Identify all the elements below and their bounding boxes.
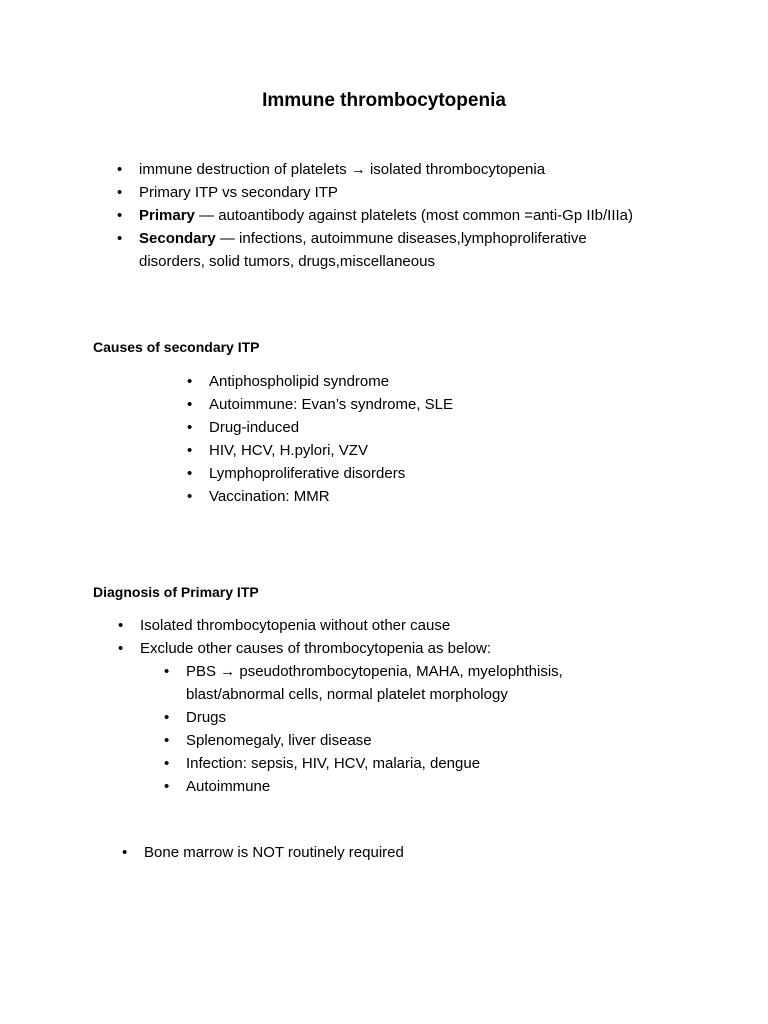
secondary-term: Secondary — [139, 230, 216, 247]
list-item: • Infection: sepsis, HIV, HCV, malaria, dengue — [186, 752, 626, 775]
list-item: • HIV, HCV, H.pylori, VZV — [209, 439, 689, 462]
list-item: • Primary ITP vs secondary ITP — [139, 181, 659, 204]
causes-list — [209, 370, 689, 508]
list-item: • Antiphospholipid syndrome — [209, 370, 689, 393]
list-item: • Bone marrow is NOT routinely required — [144, 841, 644, 864]
diagnosis-list — [140, 614, 660, 660]
final-list — [144, 841, 644, 864]
primary-term: Primary — [139, 207, 195, 224]
list-item: • Splenomegaly, liver disease — [186, 729, 626, 752]
page-title: Immune thrombocytopenia — [262, 90, 506, 111]
diagnosis-heading: Diagnosis of Primary ITP — [93, 584, 259, 600]
causes-heading: Causes of secondary ITP — [93, 339, 260, 355]
list-item: • Drugs — [186, 706, 626, 729]
list-item: • Exclude other causes of thrombocytopenia as below: — [140, 637, 660, 660]
list-item — [139, 227, 639, 273]
list-item: • Autoimmune — [186, 775, 626, 798]
primary-text: — autoantibody against platelets (most common =anti-Gp IIb/IIIa) — [194, 207, 634, 224]
list-item: • PBS → pseudothrombocytopenia, MAHA, myelophthisis, blast/abnormal cells, normal platelet morphology — [186, 660, 626, 706]
list-item: • Lymphoproliferative disorders — [209, 462, 689, 485]
intro-list — [139, 158, 659, 273]
list-item: • Drug-induced — [209, 416, 689, 439]
list-item: • Autoimmune: Evan’s syndrome, SLE — [209, 393, 689, 416]
diagnosis-sub-list — [186, 660, 626, 798]
secondary-text: — infections, autoimmune diseases,lymphoproliferative disorders, solid tumors, drugs,miscellaneous — [139, 230, 587, 270]
list-item: • immune destruction of platelets → isolated thrombocytopenia — [139, 158, 659, 181]
list-item — [139, 204, 639, 227]
list-item: • Vaccination: MMR — [209, 485, 689, 508]
list-item: • Isolated thrombocytopenia without other cause — [140, 614, 660, 637]
